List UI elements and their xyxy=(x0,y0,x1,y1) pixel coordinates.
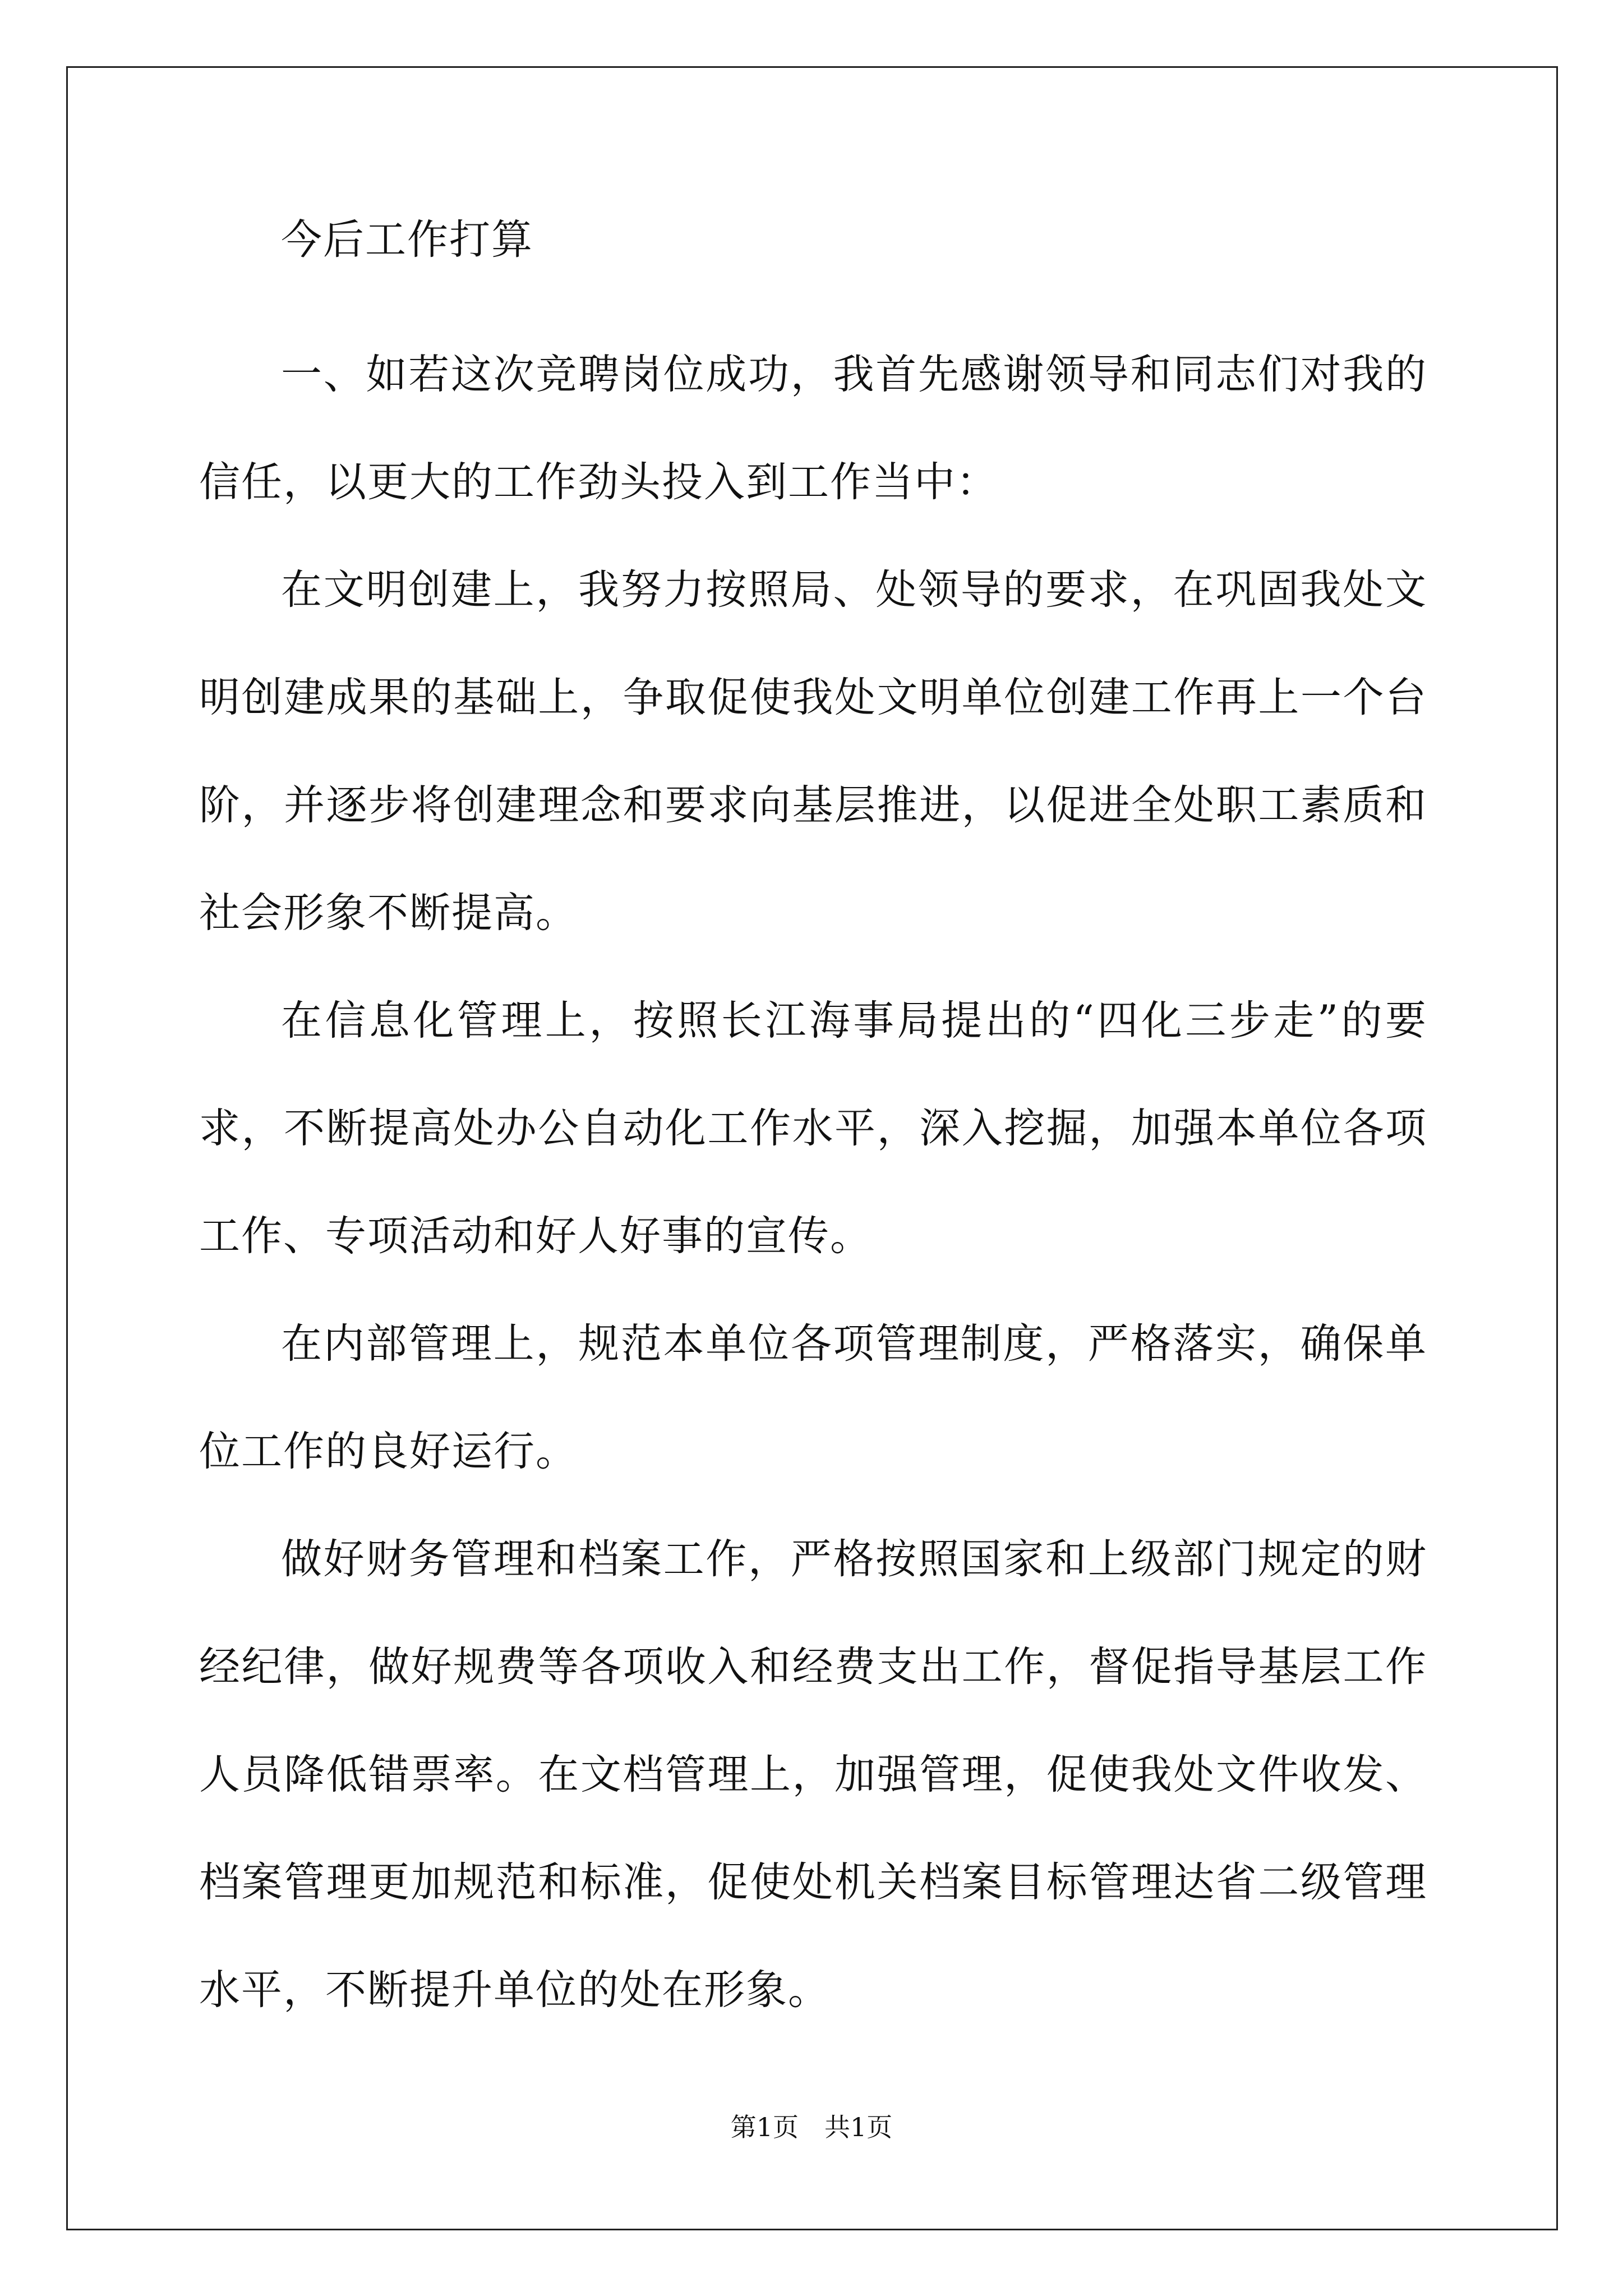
paragraph-2: 在文明创建上，我努力按照局、处领导的要求，在巩固我处文明创建成果的基础上，争取促使我处文明单位创建工作再上一个台阶，并逐步将创建理念和要求向基层推进，以促进全处职工素质和社会形象不断提高。 xyxy=(199,566,1427,937)
page-footer: 第1页 共1页 xyxy=(730,2112,893,2142)
document-body xyxy=(199,213,1427,2044)
paragraph-1: 一、如若这次竞聘岗位成功，我首先感谢领导和同志们对我的信任，以更大的工作劲头投入到工作当中： xyxy=(199,351,1427,506)
paragraph-4: 在内部管理上，规范本单位各项管理制度，严格落实，确保单位工作的良好运行。 xyxy=(199,1320,1427,1475)
paragraph-3: 在信息化管理上，按照长江海事局提出的“四化三步走”的要求，不断提高处办公自动化工作水平，深入挖掘，加强本单位各项工作、专项活动和好人好事的宣传。 xyxy=(199,997,1427,1260)
paragraph-5: 做好财务管理和档案工作，严格按照国家和上级部门规定的财经纪律，做好规费等各项收入和经费支出工作，督促指导基层工作人员降低错票率。在文档管理上，加强管理，促使我处文件收发、档案管理更加规范和标准，促使处机关档案目标管理达省二级管理水平，不断提升单位的处在形象。 xyxy=(199,1535,1427,2014)
document-heading: 今后工作打算 xyxy=(281,216,533,264)
